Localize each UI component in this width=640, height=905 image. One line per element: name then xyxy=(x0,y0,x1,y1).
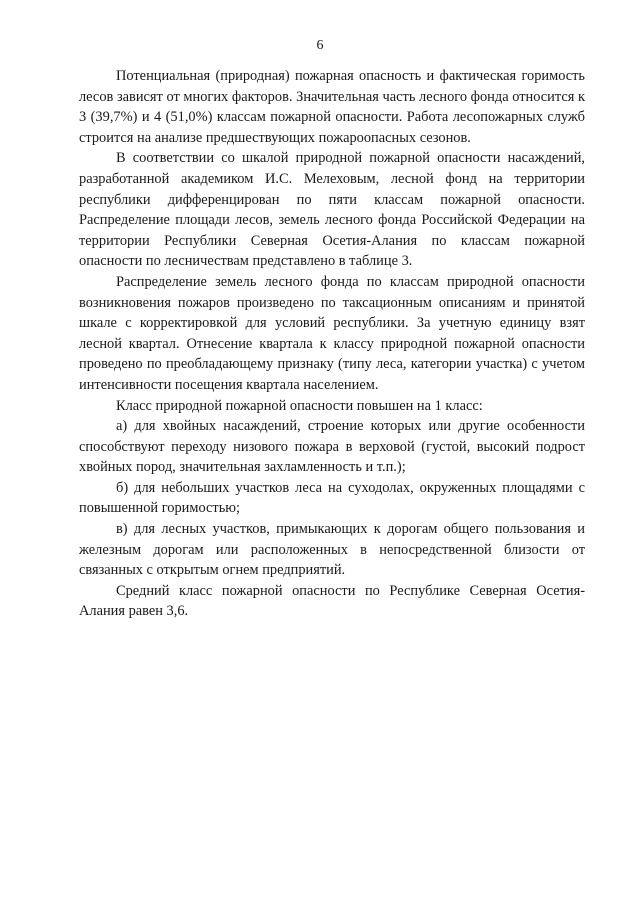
paragraph-melekhov-scale: В соответствии со шкалой природной пожарной опасности насаждений, разработанной академиком И.С. Мелеховым, лесной фонд на территории республики дифференцирован по пяти классам пожарной опасности. Распределение площади лесов, земель лесного фонда Российской Федерации на территории Республики Северная Осетия-Алания по классам пожарной опасности по лесничествам представлено в таблице 3. xyxy=(79,150,585,270)
paragraph-distribution-method: Распределение земель лесного фонда по классам природной опасности возникновения пожаров произведено по таксационным описаниям и принятой шкале с корректировкой для условий республики. За учетную единицу взят лесной квартал. Отнесение квартала к классу природной пожарной опасности проведено по преобладающему признаку (типу леса, категории участка) с учетом интенсивности посещения квартала населением. xyxy=(79,273,585,393)
paragraph-class-increase: Класс природной пожарной опасности повышен на 1 класс: xyxy=(116,397,483,414)
list-item-c: в) для лесных участков, примыкающих к дорогам общего пользования и железным дорогам или расположенных в непосредственной близости от связанных с открытым огнем предприятий. xyxy=(79,521,585,579)
list-item-b: б) для небольших участков леса на суходолах, окруженных площадями с повышенной горимостью; xyxy=(79,479,585,517)
list-item-a: а) для хвойных насаждений, строение которых или другие особенности способствуют переходу низового пожара в верховой (густой, высокий подрост хвойных пород, значительная захламленность и т.п.); xyxy=(79,418,585,476)
body-text xyxy=(79,66,585,622)
paragraph-average-class: Средний класс пожарной опасности по Республике Северная Осетия-Алания равен 3,6. xyxy=(79,582,585,620)
paragraph-fire-danger-factors: Потенциальная (природная) пожарная опасность и фактическая горимость лесов зависят от многих факторов. Значительная часть лесного фонда относится к 3 (39,7%) и 4 (51,0%) классам пожарной опасности. Работа лесопожарных служб строится на анализе предшествующих пожароопасных сезонов. xyxy=(79,68,585,146)
page-number: 6 xyxy=(316,38,324,53)
